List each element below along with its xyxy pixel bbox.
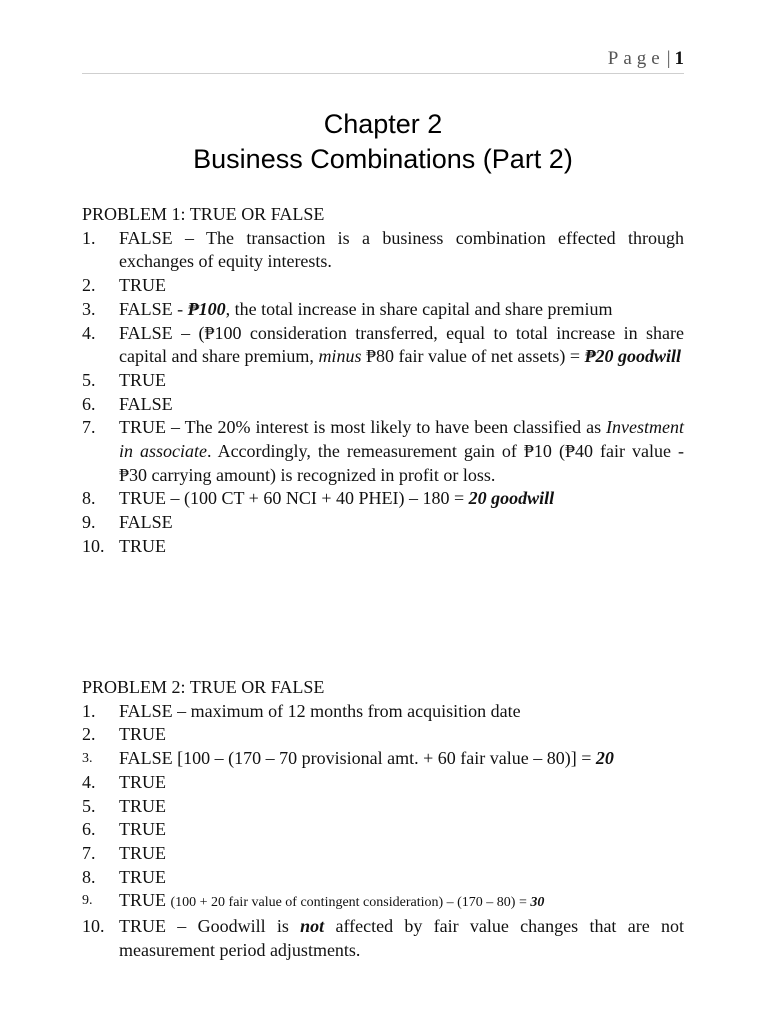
item-number: 3. [82, 751, 93, 767]
item-number: 6. [82, 819, 96, 840]
list-item [82, 274, 684, 298]
item-text-part: ₱80 fair value of net assets) = [361, 346, 585, 367]
item-text: TRUE [119, 535, 166, 556]
item-number: 4. [82, 771, 96, 792]
title-line-2: Business Combinations (Part 2) [193, 144, 573, 174]
list-item [82, 842, 684, 866]
item-text-part: TRUE – (100 CT + 60 NCI + 40 PHEI) – 180 = [119, 488, 469, 509]
item-number: 3. [82, 298, 96, 319]
list-item [82, 700, 684, 724]
list-item [82, 795, 684, 819]
list-item [82, 723, 684, 747]
item-text-part: FALSE [100 – (170 – 70 provisional amt. + 60 fair value – 80)] = [119, 748, 596, 769]
list-item [82, 487, 684, 511]
list-item [82, 747, 684, 771]
list-item [82, 511, 684, 535]
item-text: TRUE [119, 795, 166, 816]
problem-2-heading: PROBLEM 2: TRUE OR FALSE [82, 677, 325, 697]
item-text: FALSE – maximum of 12 months from acquisition date [119, 700, 521, 721]
item-number: 2. [82, 724, 96, 745]
list-item [82, 818, 684, 842]
item-number: 5. [82, 795, 96, 816]
item-text [119, 298, 684, 322]
list-item [82, 369, 684, 393]
item-number: 9. [82, 512, 96, 533]
problem-2-list [82, 700, 684, 963]
item-emphasis: ₱100 [187, 298, 226, 319]
list-item [82, 889, 684, 915]
item-text-part: TRUE [119, 890, 171, 911]
item-emphasis: 20 [595, 748, 614, 769]
item-text-part: , the total increase in share capital and share premium [225, 298, 613, 319]
page-word: Page [607, 48, 665, 69]
item-text-part: FALSE – (₱100 consideration transferred, equal to total increase in share capital and share premium, [119, 322, 684, 367]
page-number: 1 [674, 48, 684, 69]
list-item [82, 535, 684, 559]
item-emphasis: ₱20 goodwill [584, 346, 682, 367]
item-number: 7. [82, 842, 96, 863]
item-text-part: affected by fair value changes that are not measurement period adjustments. [119, 916, 684, 960]
item-number: 10. [82, 916, 105, 937]
problem-1-list [82, 227, 684, 559]
list-item [82, 866, 684, 890]
item-text: TRUE [119, 842, 166, 863]
item-number: 8. [82, 866, 96, 887]
chapter-title [82, 107, 684, 177]
item-text-part: TRUE – Goodwill is [119, 916, 301, 937]
item-number: 5. [82, 369, 96, 390]
item-text [119, 322, 684, 369]
item-number: 8. [82, 488, 96, 509]
list-item [82, 416, 684, 487]
page-separator: | [666, 48, 671, 69]
item-number: 2. [82, 275, 96, 296]
item-text: TRUE [119, 771, 166, 792]
list-item [82, 298, 684, 322]
item-text: FALSE [119, 393, 173, 414]
item-number: 10. [82, 535, 105, 556]
problem-2-section [82, 676, 684, 962]
item-text: TRUE [119, 819, 166, 840]
item-text: TRUE [119, 866, 166, 887]
item-text: TRUE [119, 275, 166, 296]
item-small-text: (100 + 20 fair value of contingent consideration) – (170 – 80) = [170, 895, 531, 911]
item-italic: minus [318, 346, 362, 367]
item-number: 9. [82, 893, 93, 909]
item-text [119, 889, 684, 915]
item-emphasis: 20 goodwill [468, 488, 555, 509]
item-number: 6. [82, 393, 96, 414]
item-number: 7. [82, 417, 96, 438]
item-number: 1. [82, 700, 96, 721]
item-text-part: FALSE - [119, 298, 188, 319]
item-text-part: . Accordingly, the remeasurement gain of ₱10 (₱40 fair value - ₱30 carrying amount) is recognized in profit or loss. [119, 441, 684, 485]
item-text [119, 747, 684, 771]
item-text [119, 416, 684, 487]
title-line-1: Chapter 2 [323, 109, 443, 139]
item-number: 1. [82, 227, 96, 248]
header-divider [82, 73, 684, 74]
list-item [82, 771, 684, 795]
item-number: 4. [82, 322, 96, 343]
list-item [82, 915, 684, 962]
list-item [82, 393, 684, 417]
item-italic: Investment in associate [119, 417, 684, 462]
item-text [119, 487, 684, 511]
item-text-part: TRUE – The 20% interest is most likely to have been classified as [119, 417, 607, 438]
problem-1-heading: PROBLEM 1: TRUE OR FALSE [82, 204, 325, 224]
item-text: TRUE [119, 369, 166, 390]
item-text: FALSE – The transaction is a business combination effected through exchanges of equity interests. [119, 227, 684, 272]
problem-1-section [82, 203, 684, 559]
list-item [82, 227, 684, 274]
item-text: TRUE [119, 724, 166, 745]
item-text [119, 915, 684, 962]
item-text: FALSE [119, 512, 173, 533]
page-header [82, 48, 684, 70]
list-item [82, 322, 684, 369]
item-emphasis: 30 [530, 895, 545, 911]
item-emphasis: not [300, 916, 325, 937]
